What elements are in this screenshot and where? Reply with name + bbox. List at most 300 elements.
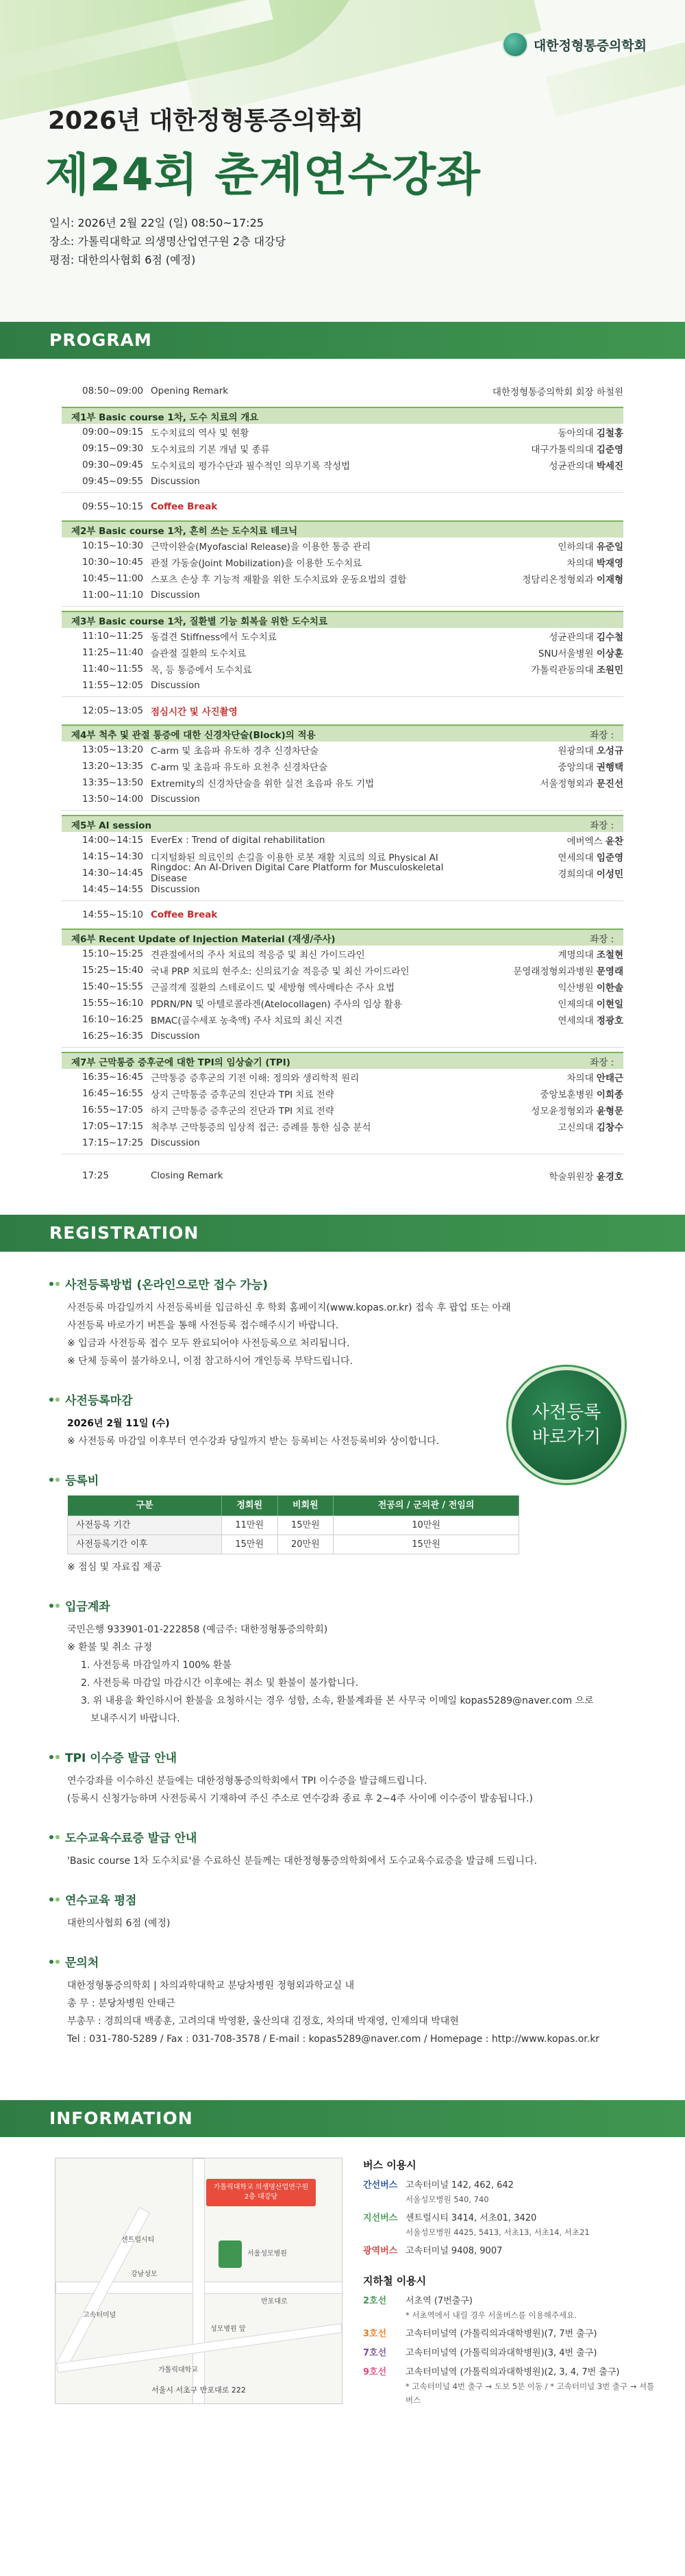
reg-line: ※ 환불 및 취소 규정 <box>67 1642 153 1653</box>
program-schedule <box>0 359 685 1215</box>
fee-cell: 15만원 <box>277 1516 334 1535</box>
map-label: 성모병원 앞 <box>210 2325 246 2333</box>
subway-row <box>363 2347 658 2360</box>
reg-item <box>49 1748 623 1808</box>
session-row <box>62 1069 623 1085</box>
reg-line: 총 무 : 분당차병원 안태근 <box>67 1998 175 2009</box>
society-logo[interactable] <box>502 31 647 58</box>
session-time: 09:30~09:45 <box>82 459 144 470</box>
speaker-name: 윤경호 <box>596 1172 623 1183</box>
event-credits: 평점: 대한의사협회 6점 (예정) <box>49 253 196 266</box>
program-block <box>62 611 623 697</box>
session-speaker <box>445 850 623 863</box>
reg-note: ※ 입금과 사전등록 접수 모두 완료되어야 사전등록으로 처리됩니다. <box>67 1338 350 1349</box>
bus-subtext: 서울성모병원 540, 740 <box>406 2195 489 2204</box>
session-row <box>62 995 623 1011</box>
speaker-name: 안태근 <box>596 1073 623 1084</box>
bus-detail <box>406 2212 658 2239</box>
speaker-affiliation: SNU서울병원 <box>538 648 594 659</box>
subway-row <box>363 2366 658 2407</box>
block-title: 제6부 Recent Update of Injection Material (재생/주사) <box>71 933 336 945</box>
session-time: 13:35~13:50 <box>82 777 144 788</box>
block-title: 제4부 척추 및 관절 통증에 대한 신경차단술(Block)의 적용 <box>71 729 316 741</box>
block-chair: 좌장 : <box>590 820 614 831</box>
session-time: 13:20~13:35 <box>82 761 144 772</box>
logo-emblem-icon <box>502 31 528 58</box>
bullet-dots-icon <box>49 1282 60 1286</box>
session-time: 15:10~15:25 <box>82 948 144 959</box>
map-callout: 가톨릭대학교 의생명산업연구원 2층 대강당 <box>206 2179 316 2206</box>
session-time: 10:15~10:30 <box>82 540 144 551</box>
session-title: 도수치료의 역사 및 현황 <box>151 428 249 439</box>
session-time: 11:40~11:55 <box>82 664 144 674</box>
fee-header-cell: 비회원 <box>277 1495 334 1516</box>
program-block <box>62 815 623 901</box>
reg-method <box>49 1275 623 1370</box>
opening-row <box>62 379 623 403</box>
session-row <box>62 962 623 978</box>
information-section-bar: INFORMATION <box>0 2100 685 2137</box>
session-title: Discussion <box>151 1031 200 1041</box>
speaker-name: 박세진 <box>596 461 623 472</box>
speaker-affiliation: 계명의대 <box>558 950 594 961</box>
map-label: 강남성모 <box>131 2271 158 2278</box>
speaker-affiliation: 중앙보훈병원 <box>540 1089 594 1100</box>
session-row <box>62 742 623 758</box>
fee-cell: 10만원 <box>334 1516 519 1535</box>
program-block <box>62 1052 623 1154</box>
session-time: 16:55~17:05 <box>82 1104 144 1115</box>
speaker-name: 이희종 <box>596 1089 623 1100</box>
session-row <box>62 881 623 898</box>
speaker-name: 이현일 <box>596 999 623 1010</box>
bus-kind: 지선버스 <box>363 2213 398 2223</box>
reg-item-body <box>49 1852 623 1870</box>
block-chair: 좌장 : <box>590 729 614 741</box>
speaker-name: 윤찬 <box>605 836 623 847</box>
speaker-name: 박재영 <box>596 558 623 569</box>
session-row <box>62 1085 623 1102</box>
hero-header <box>0 0 685 322</box>
session-time: 17:25 <box>82 1170 109 1181</box>
session-row <box>62 440 623 457</box>
session-time: 14:55~15:10 <box>82 909 144 920</box>
map-address: 서울시 서초구 반포대로 222 <box>151 2386 246 2395</box>
hospital-marker-icon <box>219 2240 242 2268</box>
subway-line: 9호선 <box>363 2367 387 2377</box>
session-title: 도수치료의 평가수단과 필수적인 의무기록 작성법 <box>151 461 351 472</box>
reg-line: 3. 위 내용을 확인하시어 환불을 요청하시는 경우 성함, 소속, 환불계좌를 본 사무국 이메일 kopas5289@naver.com 으로 <box>81 1695 594 1706</box>
session-speaker <box>445 1013 623 1026</box>
bus-detail <box>406 2179 658 2206</box>
reg-line: 대한의사협회 6점 (예정) <box>67 1918 171 1929</box>
session-speaker <box>445 1120 623 1133</box>
session-time: 11:10~11:25 <box>82 631 144 642</box>
reg-item-title-text: 문의처 <box>65 1956 99 1970</box>
session-time: 16:45~16:55 <box>82 1088 144 1099</box>
session-title: 도수치료의 기본 개념 및 종류 <box>151 444 270 455</box>
speaker-affiliation: 학술위원장 <box>549 1172 594 1183</box>
fee-table <box>67 1495 519 1554</box>
session-title: 상지 근막통증 증후군의 진단과 TPI 치료 전략 <box>151 1089 334 1100</box>
speaker-affiliation: 에버엑스 <box>566 836 603 847</box>
subway-subtext: * 서초역에서 내릴 경우 서울버스를 이용해주세요. <box>406 2310 577 2320</box>
session-speaker <box>445 555 623 569</box>
speaker-affiliation: 문영래정형외과병원 <box>513 966 594 977</box>
bus-subtext: 서울성모병원 4425, 5413, 서초13, 서초14, 서초21 <box>406 2227 590 2237</box>
break-title: 점심시간 및 사진촬영 <box>151 707 238 718</box>
session-speaker: 대한정형통증의학회 회장 하철원 <box>492 387 623 398</box>
session-time: 11:00~11:10 <box>82 590 144 601</box>
session-row <box>62 978 623 995</box>
speaker-name: 김창수 <box>596 1122 623 1133</box>
reg-line: 2. 사전등록 마감일 마감시간 이후에는 취소 및 환불이 불가합니다. <box>81 1678 359 1689</box>
coffee-break-row <box>62 907 623 923</box>
reg-item-title-text: 도수교육수료증 발급 안내 <box>65 1832 197 1845</box>
subway-detail <box>406 2347 658 2360</box>
break-title: Coffee Break <box>151 501 218 512</box>
reg-deadline-title-text: 사전등록마감 <box>65 1394 133 1408</box>
map-label: 서울성모병원 <box>247 2250 287 2258</box>
speaker-name: 유준일 <box>596 542 623 553</box>
speaker-affiliation: 정담리온정형외과 <box>522 574 594 585</box>
bus-row <box>363 2179 658 2206</box>
subway-text: 고속터미널역 (가톨릭의과대학병원)(7, 7번 출구) <box>406 2329 597 2339</box>
session-title: EverEx : Trend of digital rehabilitation <box>151 835 325 846</box>
bus-kind: 광역버스 <box>363 2246 398 2256</box>
reg-line: Tel : 031-780-5289 / Fax : 031-708-3578 / E-mail : kopas5289@naver.com / Homepage : http://www.kopas.or.kr <box>67 2034 600 2045</box>
session-title: 척추부 근막통증의 임상적 접근: 증례를 통한 심층 분석 <box>151 1122 371 1133</box>
session-row <box>62 677 623 694</box>
reg-line: 사전등록 마감일까지 사전등록비를 입금하신 후 학회 홈페이지(www.kopas.or.kr) 접속 후 팝업 또는 아래 <box>67 1302 511 1313</box>
preregister-button[interactable] <box>508 1367 625 1483</box>
subway-detail <box>406 2295 658 2322</box>
bullet-dots-icon <box>49 1897 60 1902</box>
program-block <box>62 929 623 1048</box>
reg-item-body <box>49 1977 623 2048</box>
bullet-dots-icon <box>49 1398 60 1402</box>
session-time: 09:45~09:55 <box>82 476 144 487</box>
speaker-affiliation: 대구가톨릭의대 <box>531 444 594 455</box>
speaker-affiliation: 인하의대 <box>558 542 594 553</box>
session-time: 17:15~17:25 <box>82 1137 144 1148</box>
event-venue: 장소: 가톨릭대학교 의생명산업연구원 2층 대강당 <box>49 235 286 248</box>
bus-text: 센트럴시티 3414, 서초01, 3420 <box>406 2213 537 2223</box>
session-title: 목, 등 통증에서 도수치료 <box>151 665 252 676</box>
session-speaker <box>445 980 623 994</box>
speaker-affiliation: 원광의대 <box>558 746 594 757</box>
session-title: C-arm 및 초음파 유도하 경추 신경차단술 <box>151 746 319 757</box>
subway-text: 서초역 (7번출구) <box>406 2296 473 2306</box>
block-header <box>62 520 623 538</box>
reg-line: 부총무 : 경희의대 백종훈, 고려의대 박영환, 울산의대 김정호, 차의대 박재영, 인제의대 박대현 <box>67 2016 459 2027</box>
session-speaker <box>445 759 623 773</box>
reg-item-title <box>49 1891 623 1908</box>
fee-cell: 사전등록기간 이후 <box>68 1535 222 1554</box>
bus-detail <box>406 2245 658 2258</box>
session-speaker <box>445 572 623 585</box>
session-title: Discussion <box>151 590 200 601</box>
session-time: 11:55~12:05 <box>82 680 144 691</box>
fee-table-row <box>68 1535 519 1554</box>
session-row <box>62 587 623 603</box>
session-title: 견관절에서의 주사 치료의 적응증 및 최신 가이드라인 <box>151 950 365 961</box>
speaker-name: 김준영 <box>596 444 623 455</box>
session-row <box>62 661 623 677</box>
session-title: 동결견 Stiffness에서 도수치료 <box>151 632 277 643</box>
session-time: 16:35~16:45 <box>82 1072 144 1083</box>
session-speaker <box>445 866 623 880</box>
fee-header-cell: 전공의 / 군의관 / 전임의 <box>334 1495 519 1516</box>
program-block <box>62 407 623 493</box>
bullet-dots-icon <box>49 1835 60 1839</box>
preregister-button-label: 사전등록 바로가기 <box>532 1402 601 1448</box>
speaker-affiliation: 동아의대 <box>558 428 594 439</box>
block-title: 제5부 AI session <box>71 820 152 831</box>
session-time: 15:40~15:55 <box>82 981 144 992</box>
subway-detail <box>406 2327 658 2341</box>
session-time: 09:55~10:15 <box>82 501 144 512</box>
session-time: 13:50~14:00 <box>82 794 144 805</box>
block-title: 제1부 Basic course 1차, 도수 치료의 개요 <box>71 412 259 423</box>
session-row <box>62 774 623 791</box>
session-title: 하지 근막통증 증후군의 진단과 TPI 치료 전략 <box>151 1106 334 1117</box>
registration-content <box>0 1252 685 2100</box>
session-speaker <box>445 1070 623 1084</box>
speaker-affiliation: 경희의대 <box>558 869 594 880</box>
subway-text: 고속터미널역 (가톨릭의과대학병원)(2, 3, 4, 7번 출구) <box>406 2367 620 2377</box>
program-block <box>62 724 623 811</box>
session-title: 국내 PRP 치료의 현주소: 신의료기술 적응증 및 최신 가이드라인 <box>151 966 410 977</box>
session-time: 09:00~09:15 <box>82 427 144 438</box>
speaker-affiliation: 연세의대 <box>558 853 594 863</box>
reg-method-body <box>49 1299 623 1370</box>
reg-line: 연수강좌를 이수하신 분들에는 대한정형통증의학회에서 TPI 이수증을 발급해드립니다. <box>67 1776 427 1786</box>
session-speaker <box>445 1087 623 1100</box>
logo-text: 대한정형통증의학회 <box>533 38 647 53</box>
subway-line: 3호선 <box>363 2329 387 2339</box>
bullet-dots-icon <box>49 1478 60 1482</box>
fee-header-cell: 구분 <box>68 1495 222 1516</box>
map-label: 센트럴시티 <box>121 2236 155 2244</box>
speaker-affiliation: 성균관의대 <box>549 461 594 472</box>
block-header <box>62 815 623 832</box>
fee-cell: 20만원 <box>277 1535 334 1554</box>
reg-fee-body <box>49 1495 623 1576</box>
block-header <box>62 724 623 742</box>
map-label: 고속터미널 <box>83 2312 116 2319</box>
reg-method-title <box>49 1275 623 1292</box>
subway-detail <box>406 2366 658 2407</box>
session-row <box>62 1028 623 1044</box>
speaker-affiliation: 인제의대 <box>558 999 594 1010</box>
session-speaker <box>445 1169 623 1183</box>
session-title: Discussion <box>151 680 200 691</box>
program-blocks <box>62 407 623 1154</box>
fee-cell: 사전등록 기간 <box>68 1516 222 1535</box>
session-time: 09:15~09:30 <box>82 443 144 454</box>
session-speaker <box>445 425 623 439</box>
session-row <box>62 1135 623 1151</box>
reg-item-title-text: 연수교육 평점 <box>65 1894 137 1908</box>
session-title: 근골격계 질환의 스테로이드 및 세방형 엑사메타손 주사 요법 <box>151 983 395 994</box>
speaker-name: 김수철 <box>596 632 623 643</box>
block-chair: 좌장 : <box>590 933 614 945</box>
session-time: 10:30~10:45 <box>82 557 144 568</box>
reg-item <box>49 1953 623 2048</box>
bullet-dots-icon <box>49 1960 60 1964</box>
reg-deadline-date: 2026년 2월 11일 (수) <box>67 1418 170 1429</box>
speaker-affiliation: 연세의대 <box>558 1015 594 1026</box>
session-time: 14:45~14:55 <box>82 884 144 895</box>
event-subtitle: 2026년 대한정형통증의학회 <box>48 107 364 135</box>
session-title: PDRN/PN 및 아텔로콜라겐(Atelocollagen) 주사의 임상 활용 <box>151 999 402 1010</box>
session-title: Extremity의 신경차단술을 위한 실전 초음파 유도 기법 <box>151 779 375 790</box>
session-row <box>62 1118 623 1135</box>
speaker-name: 문영래 <box>596 966 623 977</box>
speaker-name: 이상훈 <box>596 648 623 659</box>
subway-info <box>363 2273 658 2407</box>
session-row <box>62 554 623 570</box>
session-time: 13:05~13:20 <box>82 744 144 755</box>
session-speaker <box>445 1103 623 1117</box>
speaker-name: 이한솔 <box>596 983 623 994</box>
fee-table-row <box>68 1516 519 1535</box>
speaker-affiliation: 차의대 <box>566 558 594 569</box>
closing-row <box>62 1164 623 1187</box>
session-speaker <box>445 442 623 455</box>
reg-item-body <box>49 1621 623 1728</box>
subway-line: 2호선 <box>363 2296 387 2306</box>
block-title: 제7부 근막통증 증후군에 대한 TPI의 임상술기 (TPI) <box>71 1057 290 1068</box>
reg-line: (등록시 신청가능하며 사전등록시 기재하여 주신 주소로 연수강좌 종료 후 2~4주 사이에 이수증이 발송됩니다.) <box>67 1793 533 1804</box>
session-speaker <box>445 833 623 847</box>
fee-table-header <box>68 1495 519 1516</box>
speaker-name: 조철현 <box>596 950 623 961</box>
reg-item-title <box>49 1597 623 1614</box>
bullet-dots-icon <box>49 1604 60 1608</box>
speaker-name: 윤형문 <box>596 1106 623 1117</box>
reg-line: 대한정형통증의학회 | 차의과학대학교 분당차병원 정형외과학교실 내 <box>67 1980 355 1991</box>
program-section-bar: PROGRAM <box>0 322 685 359</box>
session-time: 12:05~13:05 <box>82 705 144 716</box>
speaker-affiliation: 중앙의대 <box>558 762 594 773</box>
speaker-name: 김철홍 <box>596 428 623 439</box>
bullet-dots-icon <box>49 1755 60 1759</box>
bus-text: 고속터미널 142, 462, 642 <box>406 2180 514 2190</box>
subway-subtext: * 고속터미널 4번 출구 → 도보 5분 이동 / * 고속터미널 3번 출구 → 셔틀버스 <box>406 2382 655 2405</box>
block-chair: 좌장 : <box>590 1057 614 1068</box>
event-title: 제24회 춘계연수강좌 <box>45 149 481 201</box>
reg-note: ※ 단체 등록이 불가하오니, 이점 참고하시어 개인등록 부탁드립니다. <box>67 1356 353 1367</box>
session-speaker <box>445 947 623 961</box>
block-header <box>62 929 623 946</box>
session-row <box>62 1011 623 1028</box>
session-time: 14:15~14:30 <box>82 851 144 862</box>
bus-text: 고속터미널 9408, 9007 <box>406 2246 503 2256</box>
reg-item-body <box>49 1772 623 1808</box>
speaker-affiliation: 익산병원 <box>558 983 594 994</box>
session-title: BMAC(골수세포 농축액) 주사 치료의 최신 지견 <box>151 1015 342 1026</box>
reg-item-title-text: 입금계좌 <box>65 1600 110 1614</box>
registration-section-bar: REGISTRATION <box>0 1215 685 1252</box>
session-speaker <box>445 996 623 1010</box>
subway-row <box>363 2295 658 2322</box>
subway-title: 지하철 이용시 <box>363 2275 427 2287</box>
reg-line: 'Basic course 1차 도수치료'를 수료하신 분들께는 대한정형통증의학회에서 도수교육수료증을 발급해 드립니다. <box>67 1856 537 1867</box>
session-speaker <box>445 539 623 553</box>
session-row <box>62 791 623 807</box>
speaker-affiliation: 성균관의대 <box>549 632 594 643</box>
break-title: Coffee Break <box>151 909 218 920</box>
session-title: 근막이완술(Myofascial Release)을 이용한 통증 관리 <box>151 542 371 553</box>
subway-row <box>363 2327 658 2341</box>
session-title: Closing Remark <box>151 1170 223 1181</box>
session-title: Discussion <box>151 884 200 895</box>
transit-info <box>363 2158 658 2412</box>
session-title: 디지털화된 의료인의 손길을 이용한 로봇 재활 치료의 의료 Physical AI <box>151 853 438 863</box>
session-title: Discussion <box>151 1137 200 1148</box>
block-header <box>62 611 623 628</box>
reg-item-title <box>49 1828 623 1845</box>
reg-item-title <box>49 1748 623 1765</box>
session-title: Ringdoc: An AI-Driven Digital Care Platform for Musculoskeletal Disease <box>151 862 444 884</box>
session-title: C-arm 및 초음파 유도하 요천추 신경차단술 <box>151 762 328 773</box>
map-label: 반포대로 <box>261 2298 288 2306</box>
session-time: 14:00~14:15 <box>82 835 144 846</box>
session-title: 스포츠 손상 후 기능적 재활을 위한 도수치료와 운동요법의 결합 <box>151 574 407 585</box>
reg-line: 1. 사전등록 마감일까지 100% 환불 <box>81 1660 232 1671</box>
subway-text: 고속터미널역 (가톨릭의과대학병원)(3, 4번 출구) <box>406 2348 597 2358</box>
block-header <box>62 1052 623 1069</box>
session-title: 관절 가동술(Joint Mobilization)을 이용한 도수치료 <box>151 558 362 569</box>
speaker-name: 이재형 <box>596 574 623 585</box>
session-row <box>62 946 623 962</box>
bus-kind: 간선버스 <box>363 2180 398 2190</box>
reg-line: 보내주시기 바랍니다. <box>90 1713 180 1724</box>
speaker-name: 이성민 <box>596 869 623 880</box>
session-time: 16:25~16:35 <box>82 1031 144 1041</box>
reg-fee <box>49 1471 623 1576</box>
speaker-affiliation: 고신의대 <box>558 1122 594 1133</box>
session-speaker <box>445 629 623 643</box>
reg-item <box>49 1597 623 1728</box>
session-row <box>62 1102 623 1118</box>
reg-method-title-text: 사전등록방법 (온라인으로만 접수 가능) <box>65 1278 269 1292</box>
session-row <box>62 644 623 661</box>
event-info <box>49 214 286 269</box>
lunch-break-row <box>62 703 623 719</box>
reg-line: 국민은행 933901-01-222858 (예금주: 대한정형통증의학회) <box>67 1624 328 1635</box>
session-row <box>62 538 623 554</box>
session-title: Opening Remark <box>151 386 229 396</box>
session-time: 15:25~15:40 <box>82 965 144 976</box>
session-speaker <box>445 963 623 977</box>
reg-fee-title-text: 등록비 <box>65 1474 99 1488</box>
subway-line: 7호선 <box>363 2348 387 2358</box>
speaker-affiliation: 가톨릭관동의대 <box>531 665 594 676</box>
reg-line: 사전등록 바로가기 버튼을 통해 사전등록 접수해주시기 바랍니다. <box>67 1320 339 1331</box>
block-title: 제3부 Basic course 1차, 질환별 기능 회복을 위한 도수치료 <box>71 616 328 627</box>
session-row <box>62 457 623 473</box>
location-map[interactable] <box>55 2158 342 2404</box>
session-row <box>62 758 623 774</box>
session-speaker <box>445 743 623 757</box>
session-row <box>62 862 623 884</box>
session-time: 16:10~16:25 <box>82 1014 144 1025</box>
block-header <box>62 407 623 424</box>
speaker-name: 조원민 <box>596 665 623 676</box>
